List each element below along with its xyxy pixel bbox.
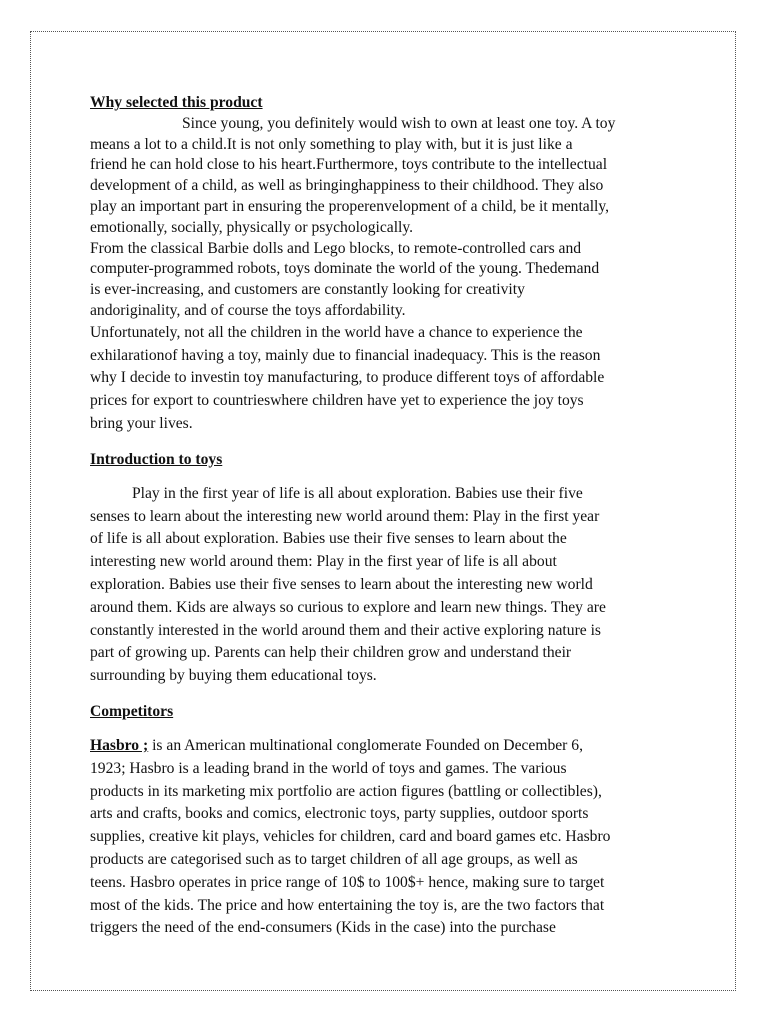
heading-why-selected: Why selected this product bbox=[90, 94, 263, 111]
paragraph-line: Unfortunately, not all the children in the world have a chance to experience the bbox=[90, 323, 583, 341]
paragraph-line: exhilarationof having a toy, mainly due to financial inadequacy. This is the reason bbox=[90, 346, 601, 364]
paragraph-line: 1923; Hasbro is a leading brand in the world of toys and games. The various bbox=[90, 759, 567, 777]
hasbro-label: Hasbro ; bbox=[90, 736, 149, 754]
paragraph-line: interesting new world around them: Play in the first year of life is all about bbox=[90, 553, 557, 571]
section-introduction bbox=[90, 448, 682, 688]
paragraph-line: arts and crafts, books and comics, electronic toys, party supplies, outdoor sports bbox=[90, 805, 589, 823]
paragraph-line: exploration. Babies use their five senses to learn about the interesting new world bbox=[90, 575, 593, 593]
section-competitors bbox=[90, 700, 682, 940]
paragraph-line: most of the kids. The price and how entertaining the toy is, are the two factors that bbox=[90, 896, 605, 914]
paragraph-line: part of growing up. Parents can help their children grow and understand their bbox=[90, 644, 572, 662]
paragraph-line: andoriginality, and of course the toys affordability. bbox=[90, 301, 406, 319]
paragraph-line: bring your lives. bbox=[90, 414, 193, 432]
section-why-selected bbox=[90, 93, 682, 436]
paragraph-line: of life is all about exploration. Babies use their five senses to learn about the bbox=[90, 530, 567, 548]
paragraph-line: development of a child, as well as bringinghappiness to their childhood. They also bbox=[90, 177, 604, 195]
paragraph-line: why I decide to investin toy manufacturing, to produce different toys of affordable bbox=[90, 369, 605, 387]
paragraph-line: Since young, you definitely would wish to own at least one toy. A toy bbox=[182, 114, 616, 132]
paragraph-line: Hasbro ; is an American multinational conglomerate Founded on December 6, bbox=[90, 736, 583, 754]
paragraph-line: around them. Kids are always so curious to explore and learn new things. They are bbox=[90, 598, 606, 616]
heading-introduction: Introduction to toys bbox=[90, 450, 223, 468]
paragraph-line: surrounding by buying them educational toys. bbox=[90, 667, 377, 685]
paragraph-line: teens. Hasbro operates in price range of 10$ to 100$+ hence, making sure to target bbox=[90, 873, 605, 891]
paragraph-line: means a lot to a child.It is not only something to play with, but it is just like a bbox=[90, 135, 573, 153]
paragraph-line: computer-programmed robots, toys dominate the world of the young. Thedemand bbox=[90, 260, 600, 278]
paragraph-line: senses to learn about the interesting new world around them: Play in the first year bbox=[90, 507, 600, 525]
paragraph-line: prices for export to countrieswhere children have yet to experience the joy toys bbox=[90, 392, 584, 410]
paragraph-line: From the classical Barbie dolls and Lego blocks, to remote-controlled cars and bbox=[90, 239, 582, 257]
document-body bbox=[90, 93, 682, 940]
paragraph-line: supplies, creative kit plays, vehicles for children, card and board games etc. Hasbro bbox=[90, 828, 611, 846]
paragraph-line: triggers the need of the end-consumers (Kids in the case) into the purchase bbox=[90, 919, 556, 937]
heading-competitors: Competitors bbox=[90, 702, 174, 720]
paragraph-line: friend he can hold close to his heart.Furthermore, toys contribute to the intellectual bbox=[90, 156, 608, 174]
paragraph-line: is ever-increasing, and customers are constantly looking for creativity bbox=[90, 281, 525, 299]
paragraph-line: play an important part in ensuring the properenvelopment of a child, be it mentally, bbox=[90, 197, 610, 215]
paragraph-line: constantly interested in the world around them and their active exploring nature is bbox=[90, 621, 601, 639]
paragraph-line: Play in the first year of life is all about exploration. Babies use their five bbox=[132, 484, 583, 502]
paragraph-line: emotionally, socially, physically or psychologically. bbox=[90, 218, 414, 236]
paragraph-line: products in its marketing mix portfolio are action figures (battling or collectibles), bbox=[90, 782, 602, 800]
paragraph-line: products are categorised such as to target children of all age groups, as well as bbox=[90, 850, 578, 868]
